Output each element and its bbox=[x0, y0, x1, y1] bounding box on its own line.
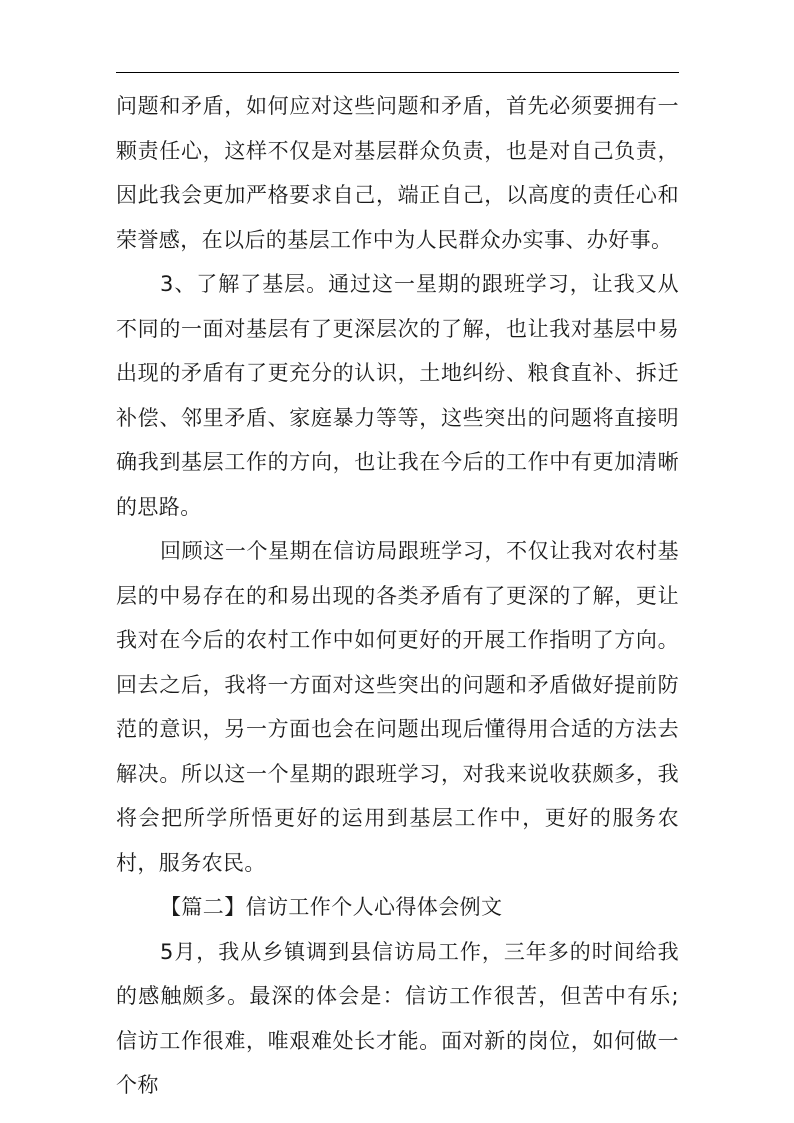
paragraph-understand-grassroots: 3、了解了基层。通过这一星期的跟班学习，让我又从不同的一面对基层有了更深层次的了解，也让我对基层中易出现的矛盾有了更充分的认识，土地纠纷、粮食直补、拆迁补偿、邻里矛盾、家庭暴力等等，这些突出的问题将直接明确我到基层工作的方向，也让我在今后的工作中有更加清晰的思路。 bbox=[116, 272, 679, 519]
paragraph-continuation: 问题和矛盾，如何应对这些问题和矛盾，首先必须要拥有一颗责任心，这样不仅是对基层群众负责，也是对自己负责，因此我会更加严格要求自己，端正自己，以高度的责任心和荣誉感，在以后的基层工作中为人民群众办实事、办好事。 bbox=[116, 94, 679, 252]
section-heading: 【篇二】信访工作个人心得体会例文 bbox=[160, 895, 503, 919]
header-rule bbox=[116, 72, 679, 73]
document-body bbox=[116, 84, 679, 1108]
paragraph-part-two-intro: 5月，我从乡镇调到县信访局工作，三年多的时间给我的感触颇多。最深的体会是：信访工作很苦，但苦中有乐;信访工作很难，唯艰难处长才能。面对新的岗位，如何做一个称 bbox=[116, 939, 679, 1097]
paragraph-review: 回顾这一个星期在信访局跟班学习，不仅让我对农村基层的中易存在的和易出现的各类矛盾有了更深的了解，更让我对在今后的农村工作中如何更好的开展工作指明了方向。回去之后，我将一方面对这些突出的问题和矛盾做好提前防范的意识，另一方面也会在问题出现后懂得用合适的方法去解决。所以这一个星期的跟班学习，对我来说收获颇多，我将会把所学所悟更好的运用到基层工作中，更好的服务农村，服务农民。 bbox=[116, 539, 679, 875]
